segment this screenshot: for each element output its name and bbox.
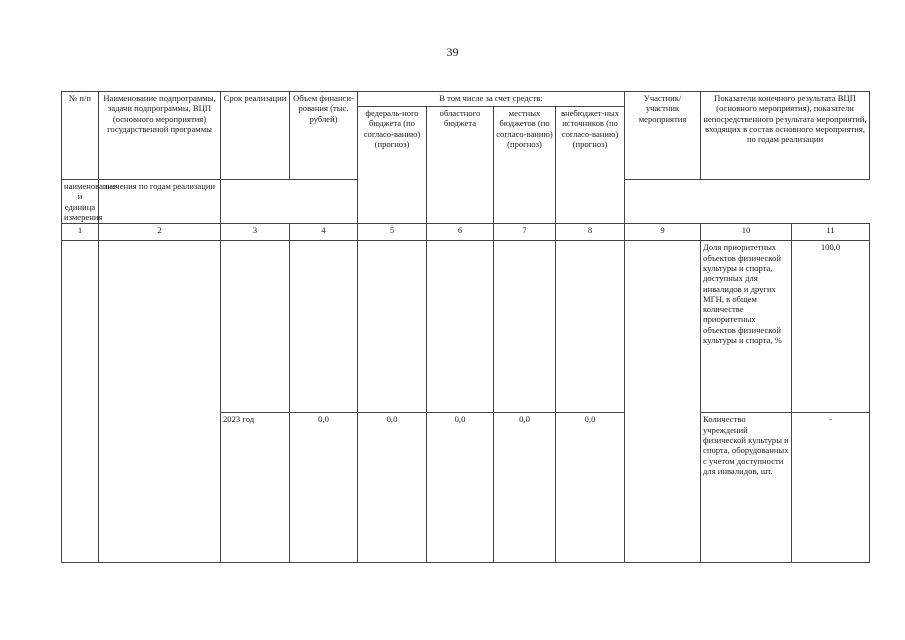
header-indicator-value: значения по годам реализации [99, 180, 221, 224]
column-number: 1 [62, 224, 99, 241]
cell-number [62, 241, 99, 563]
cell-indicator-name: Количество учреждений физической культуры и спорта, оборудованных с учетом доступности для инвалидов, шт. [701, 413, 792, 563]
column-number: 9 [625, 224, 701, 241]
column-number: 5 [358, 224, 427, 241]
cell-volume-empty [290, 241, 358, 413]
cell-regional: 0,0 [427, 413, 494, 563]
column-number: 6 [427, 224, 494, 241]
column-number: 7 [494, 224, 556, 241]
header-federal: федераль-ного бюджета (по согласо-ванию) (прогноз) [358, 107, 427, 224]
cell-period: 2023 год [221, 413, 290, 563]
header-indicators-group: Показатели конечного результата ВЦП (основного мероприятия), показатели непосредственного результата мероприятий, входящих в состав основного мероприятия, по годам реализации [701, 92, 870, 180]
cell-extra-empty [556, 241, 625, 413]
cell-indicator-name: Доля приоритетных объектов физической культуры и спорта, доступных для инвалидов и других МГН, в общем количестве приоритетных объектов физической культуры и спорта, % [701, 241, 792, 413]
header-participant: Участник/ участник мероприятия [625, 92, 701, 180]
cell-regional-empty [427, 241, 494, 413]
column-number: 8 [556, 224, 625, 241]
header-extra: внебюджет-ных источников (по согласо-ванию) (прогноз) [556, 107, 625, 224]
header-indicator-name: наименование и единица измерения [62, 180, 99, 224]
header-name: Наименование подпрограммы, задачи подпрограммы, ВЦП (основного мероприятия) государственной программы [99, 92, 221, 180]
cell-federal: 0,0 [358, 413, 427, 563]
cell-indicator-value: - [792, 413, 870, 563]
cell-local-empty [494, 241, 556, 413]
column-number: 4 [290, 224, 358, 241]
column-number: 3 [221, 224, 290, 241]
cell-indicator-value: 100,0 [792, 241, 870, 413]
program-table [61, 91, 870, 563]
cell-extra: 0,0 [556, 413, 625, 563]
cell-name [99, 241, 221, 563]
cell-local: 0,0 [494, 413, 556, 563]
header-funds-group: В том числе за счет средств: [358, 92, 625, 107]
cell-volume: 0,0 [290, 413, 358, 563]
header-period: Срок реализации [221, 92, 290, 180]
cell-participant [625, 241, 701, 563]
cell-federal-empty [358, 241, 427, 413]
table-row [62, 241, 870, 413]
cell-period-empty [221, 241, 290, 413]
page-number: 39 [446, 45, 459, 59]
column-number: 10 [701, 224, 792, 241]
column-number: 2 [99, 224, 221, 241]
header-volume: Объем финанси-рования (тыс. рублей) [290, 92, 358, 180]
header-number: № п/п [62, 92, 99, 180]
column-number: 11 [792, 224, 870, 241]
header-regional: областного бюджета [427, 107, 494, 224]
header-local: местных бюджетов (по согласо-ванию) (прогноз) [494, 107, 556, 224]
